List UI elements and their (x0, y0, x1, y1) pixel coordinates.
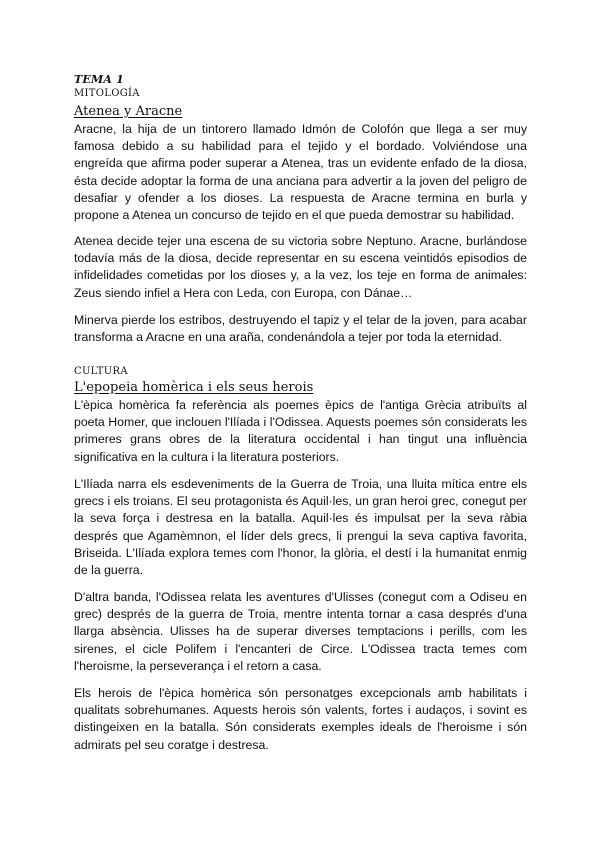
heading-atenea-aracne: Atenea y Aracne (74, 104, 183, 119)
paragraph: Aracne, la hija de un tintorero llamado Idmón de Colofón que llega a ser muy famosa debido a su habilidad para el tejido y el bordado. Volviéndose una engreída que afirma poder superar a Atenea, tras un evidente enfado de la diosa, ésta decide adoptar la forma de una anciana para advertir a la joven del peligro de desafiar y ofender a los dioses. La respuesta de Aracne termina en burla y propone a Atenea un concurso de tejido en el que pueda demostrar su habilidad. (74, 122, 527, 223)
paragraph: Minerva pierde los estribos, destruyendo el tapiz y el telar de la joven, para acabar transforma a Aracne en una araña, condenándola a tejer por toda la eternidad. (74, 313, 527, 345)
topic-title: TEMA 1 (74, 73, 124, 86)
heading-epopeia-homerica: L'epopeia homèrica i els seus herois (74, 380, 314, 395)
paragraph: L'Ilíada narra els esdeveniments de la Guerra de Troia, una lluita mítica entre els grecs i els troians. El seu protagonista és Aquil·les, un gran heroi grec, conegut per la seva força i destresa en la batalla. Aquil·les és impulsat per la seva ràbia després que Agamèmnon, el líder dels grecs, li prengui la seva captiva favorita, Briseida. L'Ilíada explora temes com l'honor, la glòria, el destí i la humanitat enmig de la guerra. (74, 477, 527, 578)
paragraph: L'èpica homèrica fa referència als poemes èpics de l'antiga Grècia atribuïts al poeta Homer, que inclouen l'Ilíada i l'Odissea. Aquests poemes són considerats les primeres grans obres de la literatura occidental i han tingut una influència significativa en la cultura i la literatura posteriors. (74, 398, 527, 464)
paragraph: Els herois de l'èpica homèrica són personatges excepcionals amb habilitats i qualitats sobrehumanes. Aquests herois són valents, fortes i audaços, i sovint es distingeixen en la batalla. Són considerats exemples ideals de l'heroisme i són admirats pel seu coratge i destresa. (74, 686, 527, 752)
section-label-cultura: CULTURA (74, 366, 128, 377)
paragraph: Atenea decide tejer una escena de su victoria sobre Neptuno. Aracne, burlándose todavía más de la diosa, decide representar en su escena veintidós episodios de infidelidades cometidas por los dioses y, a la vez, los teje en forma de animales: Zeus siendo infiel a Hera con Leda, con Europa, con Dánae… (74, 234, 527, 300)
paragraph: D'altra banda, l'Odissea relata les aventures d'Ulisses (conegut com a Odiseu en grec) després de la guerra de Troia, mentre intenta tornar a casa després d'una llarga absència. Ulisses ha de superar diverses temptacions i perills, com les sirenes, el cicle Polifem i l'encanteri de Circe. L'Odissea tracta temes com l'heroisme, la perseverança i el retorn a casa. (74, 590, 527, 673)
section-label-mitologia: MITOLOGÍA (74, 88, 140, 99)
